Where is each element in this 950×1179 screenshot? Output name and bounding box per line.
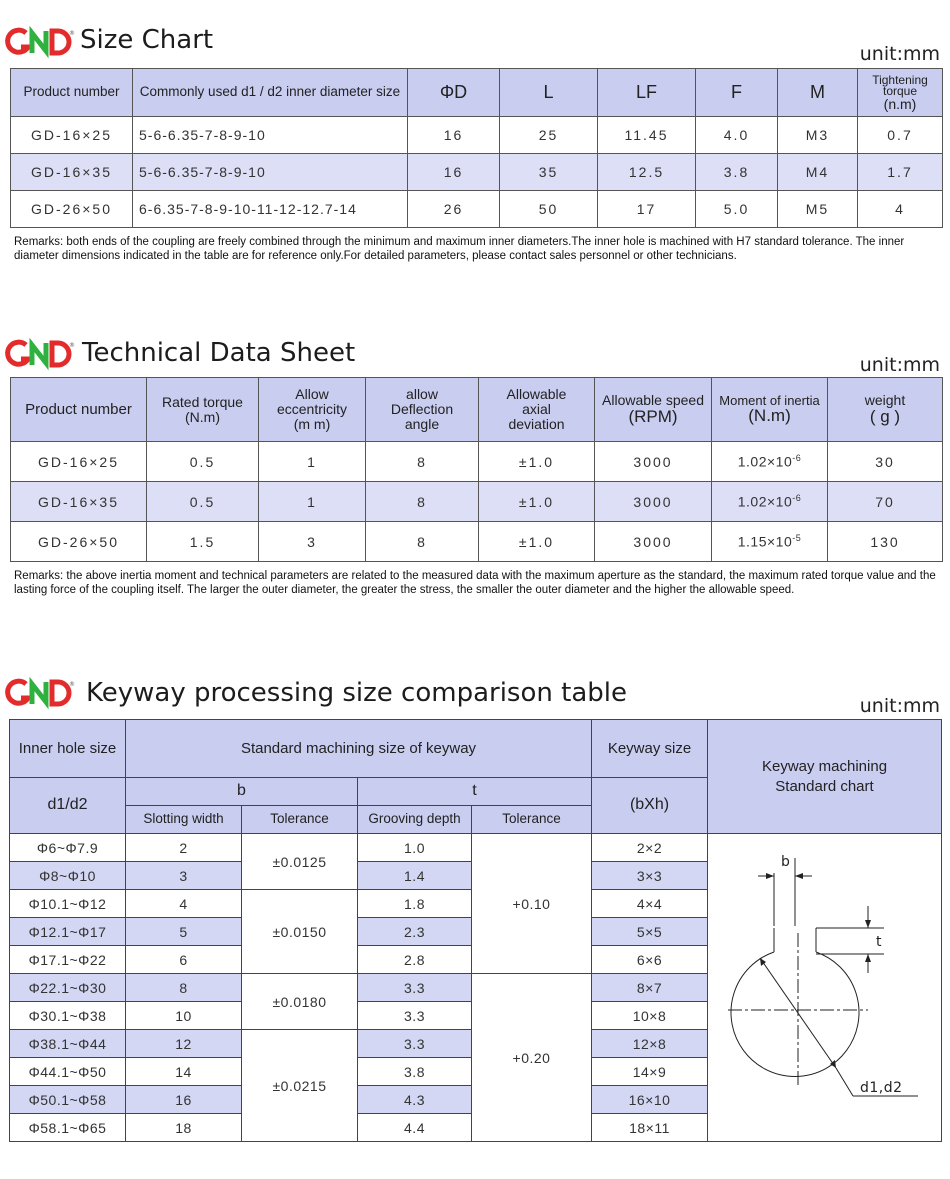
tech-header-torque-unit: (N.m) [185,408,220,425]
size-cell: GD-26×50 [11,191,133,228]
keyway-cell: 12 [126,1030,242,1058]
keyway-cell: 1.8 [358,890,472,918]
keyway-header-chart [708,720,942,834]
size-cell: 35 [500,154,598,191]
keyway-cell: ±0.0150 [242,890,358,974]
tech-cell: 8 [366,522,479,562]
tech-header-deflection [366,378,479,442]
keyway-cell: 8×7 [592,974,708,1002]
tech-cell: 1 [259,482,366,522]
technical-data-remark: Remarks: the above inertia moment and technical parameters are related to the measured data with the maximum aperture as the standard, the maximum rated torque value and the lasting force of the coupling itself. The larger the outer diameter, the greater the stress, the smaller the outer diameter and the higher the allowable speed. [14,570,936,596]
keyway-cell: Φ8~Φ10 [10,862,126,890]
keyway-cell: 6×6 [592,946,708,974]
gnd-logo [8,678,75,708]
size-cell: 25 [500,117,598,154]
keyway-cell: Φ22.1~Φ30 [10,974,126,1002]
tech-cell: 1.5 [147,522,259,562]
keyway-cell: 2.3 [358,918,472,946]
inertia-value: 1.15×10 [737,533,793,550]
tech-cell: GD-16×25 [11,442,147,482]
size-header-lf: LF [598,69,696,117]
size-cell: 0.7 [858,117,943,154]
keyway-cell: 4 [126,890,242,918]
size-cell: M5 [778,191,858,228]
keyway-table [9,719,942,1142]
tech-header-weight [828,378,943,442]
keyway-cell: Φ58.1~Φ65 [10,1114,126,1142]
keyway-cell: 5×5 [592,918,708,946]
keyway-cell: 10×8 [592,1002,708,1030]
size-chart-table [10,68,943,228]
keyway-cell: 10 [126,1002,242,1030]
tech-header-axial-label: Allowable axial deviation [506,386,567,432]
size-header-torque-unit: (n.m) [883,95,917,112]
keyway-cell: ±0.0180 [242,974,358,1030]
keyway-cell: Φ6~Φ7.9 [10,834,126,862]
size-cell: 16 [408,117,500,154]
keyway-unit: unit:mm [859,695,940,717]
size-header-l: L [500,69,598,117]
keyway-header-grooving: Grooving depth [358,806,472,834]
size-cell: 26 [408,191,500,228]
keyway-cell: 3 [126,862,242,890]
tech-cell: GD-26×50 [11,522,147,562]
tech-header-axial [479,378,595,442]
size-cell: M4 [778,154,858,191]
tech-cell: 30 [828,442,943,482]
keyway-cell: Φ17.1~Φ22 [10,946,126,974]
size-header-f: F [696,69,778,117]
keyway-cell: 1.4 [358,862,472,890]
size-cell: 5.0 [696,191,778,228]
tech-row [11,522,943,562]
inertia-value: 1.02×10 [737,493,793,510]
size-chart-remark: Remarks: both ends of the coupling are freely combined through the minimum and maximum inner diameters.The inner hole is machined with H7 standard tolerance. The inner diameter dimensions indicated in the table are for reference only.For detailed parameters, please contact sales personnel or other technicians. [14,236,905,262]
tech-header-speed-unit: (RPM) [628,406,678,426]
size-chart-unit: unit:mm [859,43,940,65]
tech-cell: 3000 [595,482,712,522]
keyway-header-slotting: Slotting width [126,806,242,834]
keyway-cell: 1.0 [358,834,472,862]
keyway-cell: 3×3 [592,862,708,890]
size-cell: 11.45 [598,117,696,154]
tech-header-product-label: Product number [25,400,132,418]
tech-header-eccentricity-label: Allow eccentricity [276,386,348,418]
svg-text:®: ® [69,342,75,349]
tech-row [11,482,943,522]
svg-text:®: ® [69,30,75,37]
keyway-cell: +0.10 [472,834,592,974]
keyway-cell: 8 [126,974,242,1002]
tech-cell: 3 [259,522,366,562]
keyway-header-b: b [126,778,358,806]
keyway-header-t: t [358,778,592,806]
technical-data-title: Technical Data Sheet [82,338,356,368]
tech-cell [712,522,828,562]
size-cell: M3 [778,117,858,154]
size-cell: 5-6-6.35-7-8-9-10 [133,154,408,191]
tech-header-speed [595,378,712,442]
keyway-cell: 2.8 [358,946,472,974]
size-header-od: ΦD [408,69,500,117]
keyway-cell: Φ30.1~Φ38 [10,1002,126,1030]
size-row [11,154,943,191]
tech-cell: ±1.0 [479,442,595,482]
tech-cell: 1 [259,442,366,482]
keyway-cell: 14×9 [592,1058,708,1086]
tech-cell [712,482,828,522]
tech-header-eccentricity [259,378,366,442]
technical-data-table [10,377,943,562]
diagram-d-label: d1,d2 [860,1079,903,1096]
size-header-m: M [778,69,858,117]
svg-text:®: ® [69,681,75,688]
size-cell: 5-6-6.35-7-8-9-10 [133,117,408,154]
tech-header-inertia-label: Moment of inertia [719,392,820,408]
size-cell: 3.8 [696,154,778,191]
keyway-cell: 2×2 [592,834,708,862]
tech-header-inertia-unit: (N.m) [748,406,791,426]
tech-header-speed-label: Allowable speed [602,392,704,409]
keyway-cell: 3.3 [358,974,472,1002]
keyway-cell: Φ10.1~Φ12 [10,890,126,918]
tech-cell: 8 [366,482,479,522]
tech-cell: 130 [828,522,943,562]
size-header-torque [858,69,943,117]
size-cell: GD-16×25 [11,117,133,154]
size-cell: 50 [500,191,598,228]
tech-header-torque-label: Rated torque [162,393,243,410]
size-cell: 6-6.35-7-8-9-10-11-12-12.7-14 [133,191,408,228]
tech-cell: GD-16×35 [11,482,147,522]
keyway-title: Keyway processing size comparison table [86,678,627,708]
keyway-cell: Φ12.1~Φ17 [10,918,126,946]
tech-header-torque [147,378,259,442]
tech-header-eccentricity-unit: (m m) [293,415,331,432]
keyway-header-chart-label: Keyway machining Standard chart [761,757,888,795]
inertia-exponent: -5 [792,533,802,544]
size-header-torque-label: Tightening torque [872,72,928,98]
keyway-row [10,834,942,862]
size-cell: 1.7 [858,154,943,191]
keyway-diagram [708,838,940,1138]
keyway-cell: ±0.0125 [242,834,358,890]
keyway-cell: 12×8 [592,1030,708,1058]
keyway-header-d1d2: d1/d2 [10,778,126,834]
tech-cell: ±1.0 [479,522,595,562]
keyway-header-standard: Standard machining size of keyway [126,720,592,778]
keyway-cell: Φ38.1~Φ44 [10,1030,126,1058]
size-cell: GD-16×35 [11,154,133,191]
keyway-cell: 2 [126,834,242,862]
keyway-cell: 3.8 [358,1058,472,1086]
size-cell: 17 [598,191,696,228]
inertia-value: 1.02×10 [737,453,793,470]
size-header-product: Product number [11,69,133,117]
tech-cell: ±1.0 [479,482,595,522]
keyway-diagram-cell [708,834,942,1142]
tech-cell: 8 [366,442,479,482]
tech-cell: 0.5 [147,442,259,482]
size-header-diameter: Commonly used d1 / d2 inner diameter size [133,69,408,117]
keyway-cell: 16 [126,1086,242,1114]
size-cell: 12.5 [598,154,696,191]
keyway-cell: 18 [126,1114,242,1142]
tech-cell: 0.5 [147,482,259,522]
keyway-cell: 4.3 [358,1086,472,1114]
keyway-header-size: Keyway size [592,720,708,778]
size-row [11,191,943,228]
keyway-cell: 18×11 [592,1114,708,1142]
technical-data-unit: unit:mm [859,354,940,376]
size-chart-title: Size Chart [80,25,214,55]
keyway-cell: +0.20 [472,974,592,1142]
keyway-cell: 6 [126,946,242,974]
tech-cell [712,442,828,482]
tech-cell: 70 [828,482,943,522]
tech-cell: 3000 [595,522,712,562]
keyway-cell: Φ44.1~Φ50 [10,1058,126,1086]
keyway-header-tolerance-t: Tolerance [472,806,592,834]
tech-header-weight-unit: ( g ) [869,406,901,426]
size-cell: 16 [408,154,500,191]
keyway-header-inner: Inner hole size [10,720,126,778]
tech-row [11,442,943,482]
tech-cell: 3000 [595,442,712,482]
gnd-logo [8,27,75,57]
tech-header-inertia [712,378,828,442]
keyway-header-tolerance-b: Tolerance [242,806,358,834]
size-cell: 4.0 [696,117,778,154]
keyway-cell: 4.4 [358,1114,472,1142]
tech-header-product [11,378,147,442]
tech-header-weight-label: weight [864,392,906,409]
diagram-b-label: b [781,853,791,870]
inertia-exponent: -6 [792,493,802,504]
keyway-cell: ±0.0215 [242,1030,358,1142]
keyway-cell: 4×4 [592,890,708,918]
tech-header-deflection-label: allow Deflection angle [390,386,454,432]
size-cell: 4 [858,191,943,228]
keyway-cell: Φ50.1~Φ58 [10,1086,126,1114]
diagram-t-label: t [876,933,882,950]
size-row [11,117,943,154]
gnd-logo [8,339,75,369]
keyway-cell: 16×10 [592,1086,708,1114]
keyway-cell: 5 [126,918,242,946]
keyway-cell: 3.3 [358,1030,472,1058]
keyway-cell: 14 [126,1058,242,1086]
inertia-exponent: -6 [792,453,802,464]
keyway-cell: 3.3 [358,1002,472,1030]
keyway-header-bxh: (bXh) [592,778,708,834]
